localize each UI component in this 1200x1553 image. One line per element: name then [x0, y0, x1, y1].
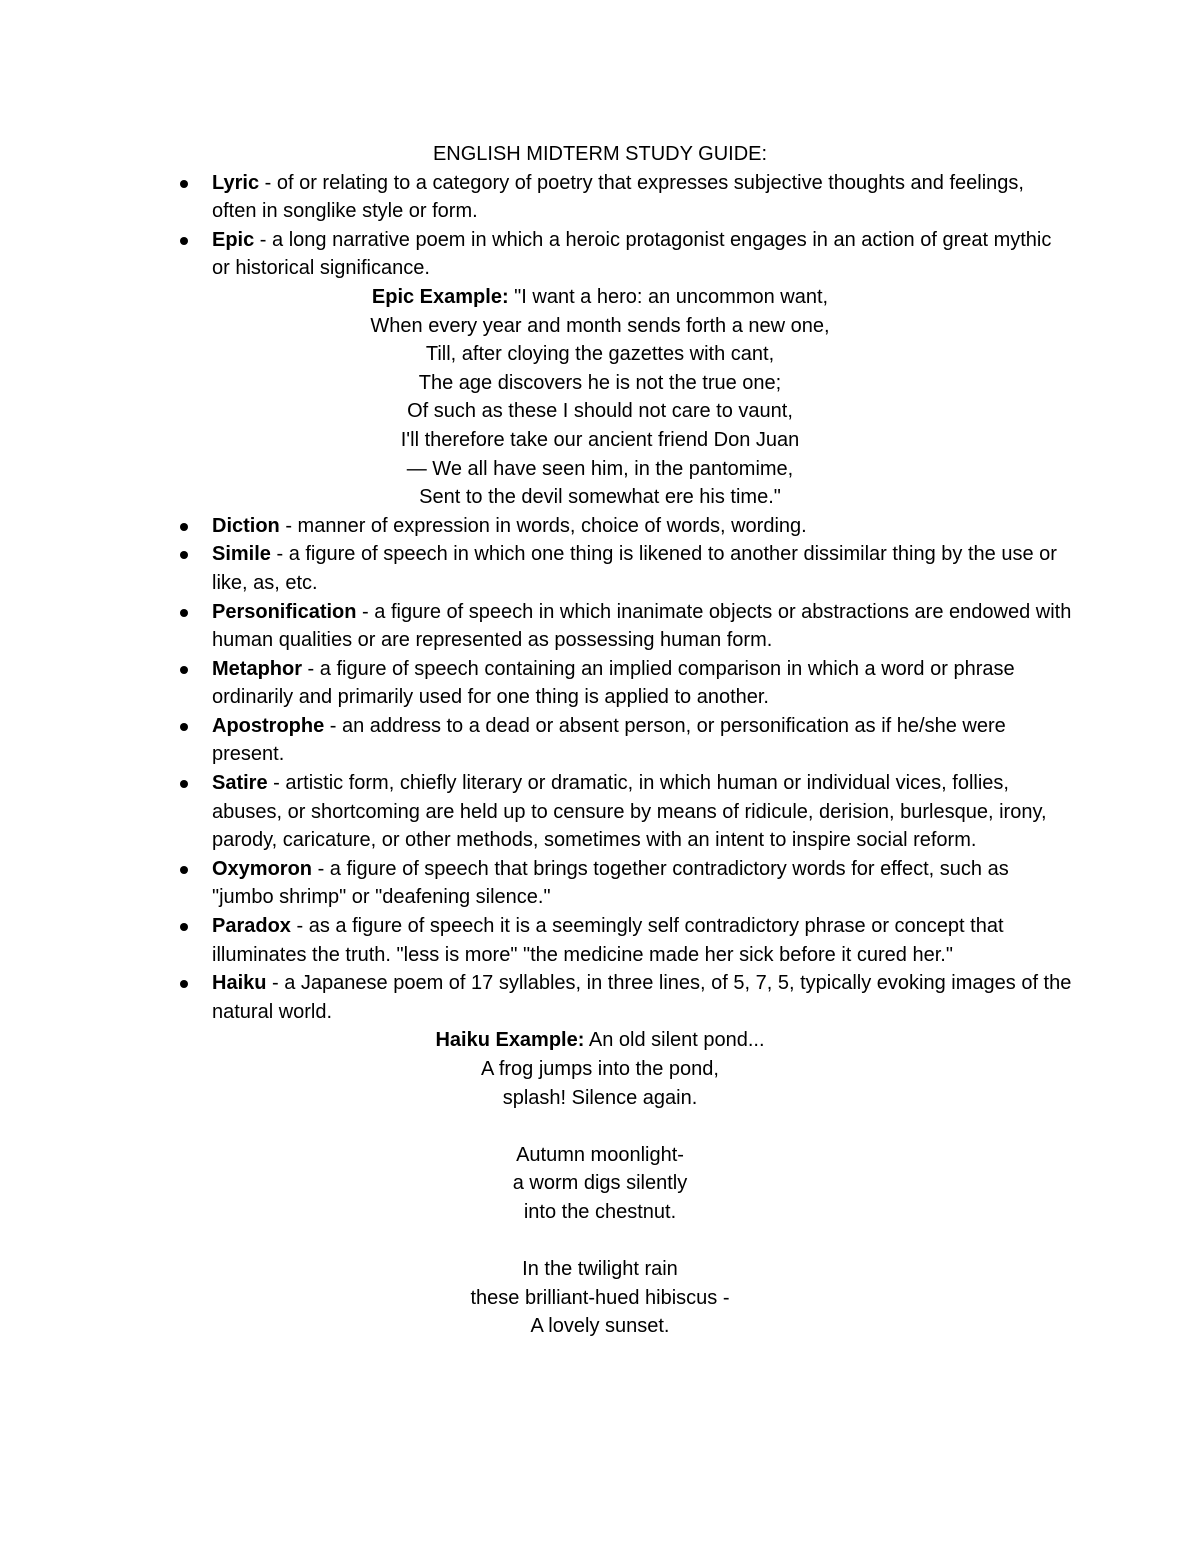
epic-line: Of such as these I should not care to vaunt, — [407, 400, 793, 423]
haiku-line: An old silent pond... — [584, 1029, 765, 1052]
term-item-paradox — [212, 912, 1072, 969]
terms-list-part2 — [212, 512, 1072, 1027]
term-item-apostrophe — [212, 712, 1072, 769]
haiku-example-first-line — [0, 1026, 1200, 1055]
epic-example — [0, 283, 1200, 512]
term-item-oxymoron — [212, 855, 1072, 912]
epic-line: I'll therefore take our ancient friend Don Juan — [400, 428, 800, 451]
term-definition: - artistic form, chiefly literary or dramatic, in which human or individual vices, follies, abuses, or shortcoming are held up to censure by means of ridicule, derision, burlesque, irony, parody, caricature, or other methods, sometimes with an intent to inspire social reform. — [212, 772, 1047, 852]
term-name: Epic — [212, 228, 255, 251]
term-definition: - an address to a dead or absent person, or personification as if he/she were present. — [212, 714, 1006, 766]
term-name: Oxymoron — [212, 857, 313, 880]
bullet-icon — [180, 551, 188, 559]
bullet-icon — [180, 237, 188, 245]
haiku-line: a worm digs silently — [512, 1172, 688, 1195]
term-name: Satire — [212, 772, 268, 795]
term-name: Haiku — [212, 972, 267, 995]
term-definition: - a figure of speech containing an implied comparison in which a word or phrase ordinarily and primarily used for one thing is applied to another. — [212, 657, 1015, 709]
term-name: Metaphor — [212, 657, 302, 680]
document-body — [212, 140, 1072, 1341]
term-definition: - a figure of speech that brings together contradictory words for effect, such as "jumbo shrimp" or "deafening silence." — [212, 857, 1009, 909]
term-item-metaphor — [212, 655, 1072, 712]
haiku-line: these brilliant-hued hibiscus - — [470, 1286, 730, 1309]
haiku-example-label: Haiku Example: — [435, 1029, 585, 1052]
term-item-haiku — [212, 969, 1072, 1026]
bullet-icon — [180, 523, 188, 531]
bullet-icon — [180, 723, 188, 731]
haiku-line: A frog jumps into the pond, — [481, 1058, 719, 1080]
term-definition: - as a figure of speech it is a seemingly self contradictory phrase or concept that illuminates the truth. "less is more" "the medicine made her sick before it cured her." — [212, 915, 1004, 966]
haiku-line: In the twilight rain — [522, 1258, 678, 1281]
term-item-simile — [212, 540, 1072, 597]
term-definition: - a figure of speech in which one thing is likened to another dissimilar thing by the use or like, as, etc. — [212, 543, 1057, 594]
term-item-satire — [212, 769, 1072, 855]
term-definition: - a long narrative poem in which a heroic protagonist engages in an action of great mythic or historical significance. — [212, 228, 1052, 280]
epic-line: "I want a hero: an uncommon want, — [508, 285, 829, 308]
epic-line: — We all have seen him, in the pantomime, — [406, 457, 794, 480]
term-name: Personification — [212, 600, 357, 623]
epic-line: Sent to the devil somewhat ere his time." — [419, 486, 781, 509]
haiku-line: into the chestnut. — [523, 1200, 677, 1223]
term-item-personification — [212, 598, 1072, 655]
terms-list-part1 — [212, 169, 1072, 283]
term-name: Simile — [212, 543, 271, 566]
term-item-lyric — [212, 169, 1072, 226]
epic-line: The age discovers he is not the true one; — [418, 371, 782, 394]
term-definition: - a figure of speech in which inanimate objects or abstractions are endowed with human qualities or are represented as possessing human form. — [212, 600, 1072, 652]
bullet-icon — [180, 780, 188, 788]
term-item-diction — [212, 512, 1072, 541]
bullet-icon — [180, 923, 188, 931]
term-name: Diction — [212, 514, 280, 537]
bullet-icon — [180, 866, 188, 874]
bullet-icon — [180, 666, 188, 674]
term-definition: - a Japanese poem of 17 syllables, in three lines, of 5, 7, 5, typically evoking images of the natural world. — [212, 972, 1072, 1023]
stanza-gap — [0, 1227, 1200, 1256]
epic-example-label: Epic Example: — [371, 285, 509, 308]
bullet-icon — [180, 980, 188, 988]
haiku-line: splash! Silence again. — [502, 1086, 698, 1109]
term-definition: - manner of expression in words, choice of words, wording. — [279, 514, 807, 537]
term-item-epic — [212, 226, 1072, 283]
epic-line: Till, after cloying the gazettes with cant, — [425, 343, 775, 366]
term-definition: - of or relating to a category of poetry that expresses subjective thoughts and feelings, often in songlike style or form. — [212, 171, 1024, 223]
term-name: Lyric — [212, 171, 260, 194]
term-name: Paradox — [212, 915, 291, 938]
epic-example-first-line — [0, 283, 1200, 312]
haiku-example — [0, 1026, 1200, 1341]
haiku-line: A lovely sunset. — [530, 1315, 670, 1338]
bullet-icon — [180, 609, 188, 617]
term-name: Apostrophe — [212, 714, 325, 737]
haiku-line: Autumn moonlight- — [516, 1143, 684, 1166]
stanza-gap — [0, 1112, 1200, 1141]
page-title: ENGLISH MIDTERM STUDY GUIDE: — [432, 143, 768, 165]
epic-line: When every year and month sends forth a new one, — [370, 314, 830, 337]
bullet-icon — [180, 180, 188, 188]
